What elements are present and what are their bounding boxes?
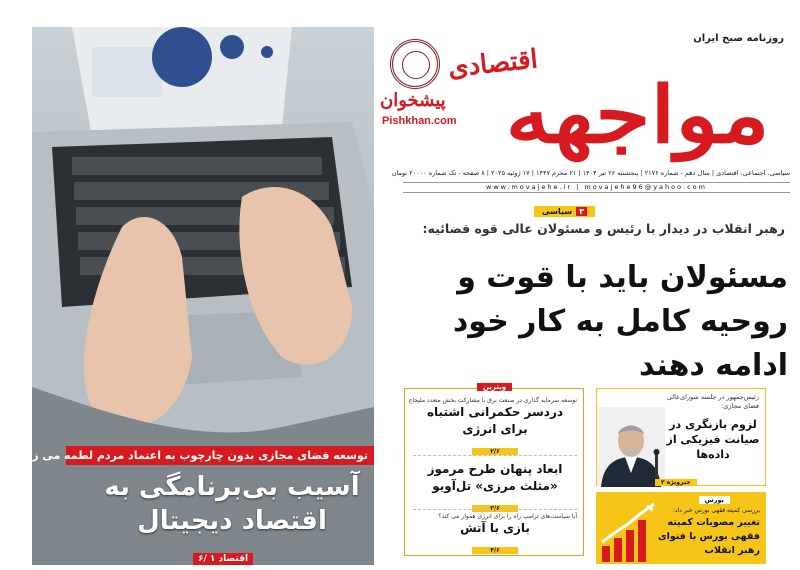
photo-story-title: آسیب بی‌برنامگی به اقتصاد دیجیتال — [104, 472, 360, 536]
photo-story-page: اقتصاد ۱ /۶ — [193, 553, 253, 565]
president-story-page: خبرویژه ۲ — [655, 479, 697, 486]
masthead — [380, 27, 790, 172]
president-story-title: لزوم بازنگری در صیانت فیزیکی از داده‌ها — [666, 418, 760, 461]
showcase-item — [413, 461, 577, 514]
issue-info-bar: سیاسی، اجتماعی، اقتصادی | سال دهم - شماره ۲۱۷۶ | پنجشنبه ۲۶ تیر ۱۴۰۴ | ۲۱ محرم ۱۴۴۷ | ۱۷ ژوئیه ۲۰۲۵ | ۸ صفحه - تک شماره ۲۰۰۰۰ تومان — [391, 169, 790, 177]
photo-story-caption: توسعه فضای مجازی بدون چارچوب به اعتماد مردم لطمه می زند — [66, 446, 374, 465]
showcase-item-title: بازی با آتش — [460, 521, 530, 535]
president-story-kicker: رئیس‌جمهور در جلسه شورای‌عالی فضای مجازی: — [666, 393, 759, 410]
showcase-item-page: ۲/۶ — [472, 448, 518, 455]
showcase-box — [404, 383, 584, 556]
bourse-tag: بورس — [699, 496, 730, 504]
newspaper-logo: مواجهه — [505, 70, 770, 161]
web-contact-bar: www.movajehe.ir | movajehe96@yahoo.com — [403, 182, 790, 193]
showcase-item-kicker: توسعه سرمایه گذاری در صنعت برق با مشارکت بخش متعدد ملیجاج — [408, 397, 577, 404]
bourse-kicker: بررسی کمیته فقهی بورس خبر داد: — [672, 507, 760, 514]
divider — [413, 455, 577, 456]
showcase-item-page: ۳/۶ — [472, 505, 518, 512]
lead-section-tag — [534, 206, 595, 217]
showcase-item — [408, 397, 577, 457]
divider — [413, 509, 577, 510]
lead-section-label: سیاسی — [542, 207, 573, 216]
showcase-item-title: ابعاد پنهان طرح مرموز «مثلث مرزی» تل‌آویو — [427, 462, 563, 493]
showcase-tag: ویترین — [477, 383, 512, 391]
showcase-item-title: دردسر حکمرانی اشتباه برای انرژی — [426, 405, 564, 436]
showcase-item-page: ۴/۶ — [472, 547, 518, 554]
bourse-story-box — [596, 492, 766, 564]
lead-section-page: ۳ — [576, 207, 587, 216]
lead-headline: مسئولان باید با قوت و روحیه کامل به کار خود ادامه دهند — [452, 260, 788, 383]
bourse-title: تغییر مصوبات کمیته فقهی بورس با فتوای رهبر انقلاب — [657, 517, 760, 556]
showcase-item-kicker: آیا سیاست‌های ترامپ راه را برای انرژی هموار می کند؟ — [438, 513, 577, 520]
pishkhan-url: Pishkhan.com — [382, 115, 457, 127]
president-portrait — [597, 407, 665, 487]
president-story-box — [596, 388, 766, 486]
lead-kicker: رهبر انقلاب در دیدار با رئیس و مسئولان عالی قوه قضائیه: — [422, 221, 785, 236]
license-seal-icon — [390, 39, 440, 89]
pishkhan-watermark: پیشخوان — [380, 90, 446, 111]
cover-photo — [32, 27, 374, 565]
daily-label: روزنامه صبح ایران — [693, 33, 784, 44]
logo-subtitle: اقتصادی — [446, 44, 540, 84]
showcase-item — [413, 513, 577, 556]
